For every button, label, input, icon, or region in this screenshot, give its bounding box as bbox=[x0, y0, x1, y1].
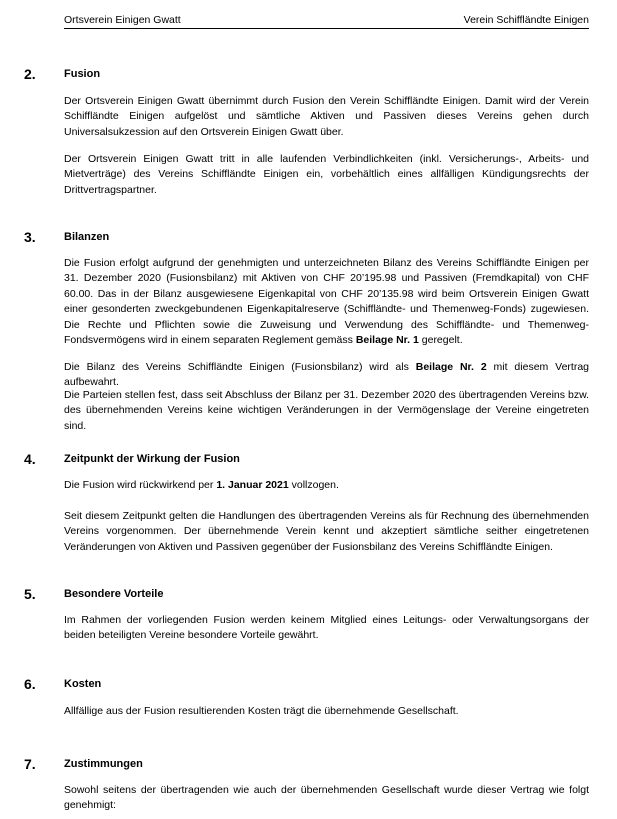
text-run: Die Parteien stellen fest, dass seit Abschluss der Bilanz per 31. Dezember 2020 des übertragenden Vereins bzw. des übernehmenden Vereins keine wichtigen Veränderungen in der Vermögenslage der Vereine eingetreten sind. bbox=[64, 389, 589, 432]
section-title: Bilanzen bbox=[64, 231, 110, 243]
text-run: Im Rahmen der vorliegenden Fusion werden keinem Mitglied eines Leitungs- oder Verwaltungsorgans der beiden beteiligten Vereine besondere Vorteile gewährt. bbox=[64, 614, 589, 642]
section-title: Besondere Vorteile bbox=[64, 588, 164, 600]
section-number: 4. bbox=[24, 451, 36, 467]
text-run: vollzogen. bbox=[288, 479, 339, 491]
section-title: Kosten bbox=[64, 678, 102, 690]
paragraph bbox=[64, 256, 589, 348]
bold-text: Beilage Nr. 2 bbox=[415, 361, 487, 373]
paragraph bbox=[64, 478, 589, 493]
header-left: Ortsverein Einigen Gwatt bbox=[64, 14, 181, 26]
bold-text: 1. Januar 2021 bbox=[216, 479, 289, 491]
text-run: Sowohl seitens der übertragenden wie auch der übernehmenden Gesellschaft wurde dieser Vertrag wie folgt genehmigt: bbox=[64, 784, 589, 812]
section-number: 5. bbox=[24, 586, 36, 602]
paragraph bbox=[64, 388, 589, 434]
section-number: 2. bbox=[24, 66, 36, 82]
page-header bbox=[64, 13, 589, 29]
section-number: 6. bbox=[24, 676, 36, 692]
text-run: Die Fusion wird rückwirkend per bbox=[64, 479, 217, 491]
section-title: Fusion bbox=[64, 68, 101, 80]
section-title: Zustimmungen bbox=[64, 758, 143, 770]
text-run: Die Bilanz des Vereins Schiffländte Einigen (Fusionsbilanz) wird als bbox=[64, 361, 416, 373]
text-run: Die Fusion erfolgt aufgrund der genehmigten und unterzeichneten Bilanz des Vereins Schiffländte Einigen per 31. Dezember 2020 (Fusionsbilanz) mit Aktiven von CHF 20’195.98 und Passiven (Fremdkapital) von CHF 60.00. Das in der Bilanz ausgewiesene Eigenkapital von CHF 20’135.98 wird beim Ortsverein Einigen Gwatt einer gesonderten zweckgebundenen Eigenkapitalreserve (Schiffländte- und Themenweg-Fonds) zugewiesen. Die Rechte und Pflichten sowie die Zuweisung und Verwendung des Schiffländte- und Themenweg-Fondsvermögens wird in einem separaten Reglement gemäss bbox=[64, 257, 589, 347]
text-run: mit diesem Vertrag aufbewahrt. bbox=[64, 361, 590, 389]
text-run: geregelt. bbox=[418, 334, 463, 347]
section-number: 3. bbox=[24, 229, 36, 245]
paragraph bbox=[64, 152, 589, 198]
header-right: Verein Schiffländte Einigen bbox=[463, 14, 589, 26]
paragraph bbox=[64, 783, 589, 814]
section-title: Zeitpunkt der Wirkung der Fusion bbox=[64, 453, 240, 465]
paragraph bbox=[64, 94, 589, 140]
section-number: 7. bbox=[24, 756, 36, 772]
paragraph bbox=[64, 704, 589, 719]
text-run: Der Ortsverein Einigen Gwatt tritt in alle laufenden Verbindlichkeiten (inkl. Versicherungs-, Arbeits- und Mietverträge) des Vereins Schiffländte Einigen ein, vorbehältlich eines allfälligen Kündigungsrechts der Drittvertragspartner. bbox=[64, 153, 589, 196]
text-run: Seit diesem Zeitpunkt gelten die Handlungen des übertragenden Vereins als für Rechnung des übernehmenden Vereins vorgenommen. Der übernehmende Verein kennt und akzeptiert sämtliche seither eingetretenen Veränderungen von Aktiven und Passiven gegenüber der Fusionsbilanz des Vereins Schiffländte Einigen. bbox=[64, 510, 589, 553]
paragraph bbox=[64, 360, 589, 391]
paragraph bbox=[64, 613, 589, 644]
bold-text: Beilage Nr. 1 bbox=[355, 334, 419, 347]
text-run: Allfällige aus der Fusion resultierenden Kosten trägt die übernehmende Gesellschaft. bbox=[64, 705, 459, 717]
paragraph bbox=[64, 509, 589, 555]
text-run: Der Ortsverein Einigen Gwatt übernimmt durch Fusion den Verein Schiffländte Einigen. Damit wird der Verein Schiffländte Einigen aufgelöst und sämtliche Aktiven und Passiven dieses Vereins gehen durch Universalsukzession auf den Ortsverein Einigen Gwatt über. bbox=[64, 95, 589, 138]
